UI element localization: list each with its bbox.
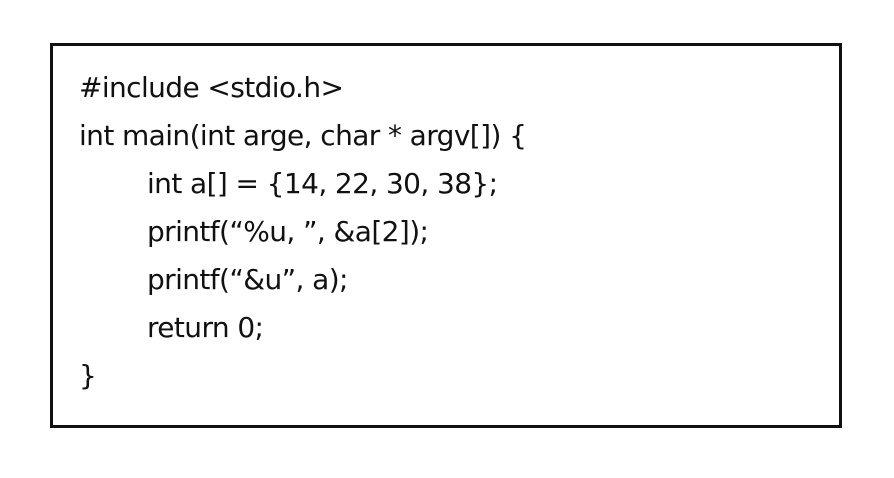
code-line-include: #include <stdio.h> — [79, 71, 344, 104]
code-line-return: return 0; — [147, 311, 264, 344]
code-line-main-signature: int main(int arge, char * argv[]) { — [79, 119, 527, 152]
code-line-printf-address: printf(“%u, ”, &a[2]); — [147, 215, 429, 248]
code-lines — [79, 68, 526, 404]
code-snippet-box — [50, 43, 842, 428]
code-line-printf-array: printf(“&u”, a); — [147, 263, 348, 296]
code-line-array-declaration: int a[] = {14, 22, 30, 38}; — [147, 167, 498, 200]
code-line-closing-brace: } — [79, 359, 97, 392]
